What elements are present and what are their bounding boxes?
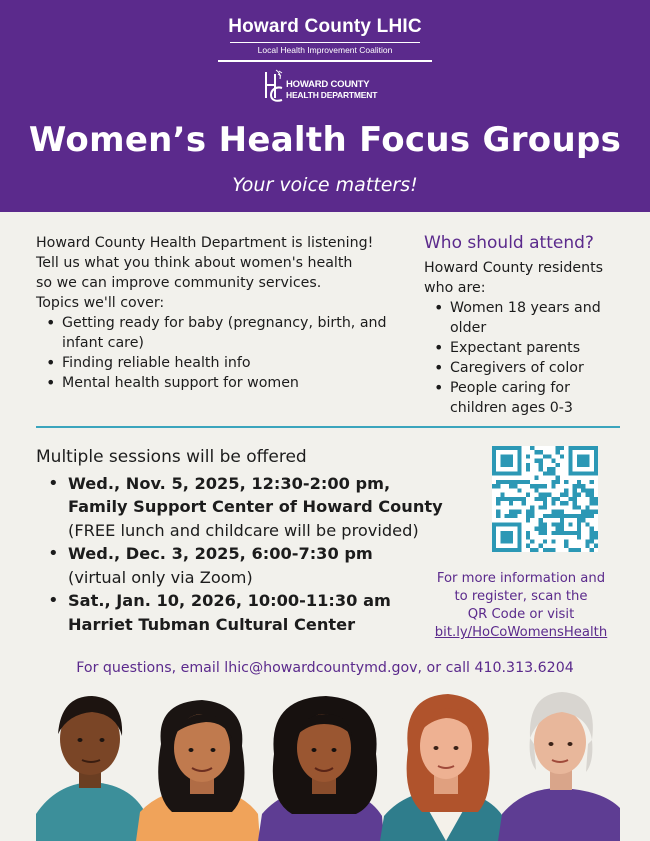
woman-illustration [136, 700, 260, 841]
more-info-line: QR Code or visit [467, 607, 575, 622]
who-lead: Howard County residents who are: [424, 260, 604, 296]
intro-section [36, 233, 416, 393]
more-info [420, 570, 622, 642]
dept-name-line2: HEALTH DEPARTMENT [286, 90, 378, 100]
section-divider [36, 426, 620, 428]
more-info-line: to register, scan the [454, 589, 588, 604]
page-title: Women’s Health Focus Groups [28, 120, 622, 160]
sessions-list [36, 472, 486, 637]
intro-line: so we can improve community services. [36, 275, 322, 291]
org-title: Howard County LHIC [228, 16, 422, 37]
list-item: • Mental health support for women [36, 373, 416, 393]
list-item: • Getting ready for baby (pregnancy, birth, and infant care) [36, 313, 416, 353]
sessions-intro: Multiple sessions will be offered [36, 447, 307, 467]
session-item [36, 589, 486, 636]
session-date: • Wed., Dec. 3, 2025, 6:00-7:30 pm [68, 544, 373, 563]
woman-illustration [498, 692, 620, 841]
session-item [36, 472, 486, 543]
registration-link[interactable]: bit.ly/HoCoWomensHealth [434, 625, 608, 640]
woman-illustration [380, 694, 506, 841]
session-note: (virtual only via Zoom) [68, 567, 253, 587]
intro-line: Howard County Health Department is listening! [36, 235, 374, 251]
session-note: (FREE lunch and childcare will be provided) [68, 520, 419, 540]
women-group-illustration [36, 684, 620, 841]
list-item: • Expectant parents [424, 338, 624, 358]
list-item: • Women 18 years and older [424, 298, 624, 338]
session-date: • Sat., Jan. 10, 2026, 10:00-11:30 am [68, 591, 391, 610]
dept-name-line1: HOWARD COUNTY [286, 79, 370, 90]
sessions-section [36, 446, 486, 636]
health-department-logo [262, 68, 392, 108]
list-item: • Finding reliable health info [36, 353, 416, 373]
contact-line: For questions, email lhic@howardcountymd.gov, or call 410.313.6204 [76, 660, 574, 676]
woman-illustration [36, 696, 151, 841]
who-should-attend [424, 232, 624, 418]
attendee-list [424, 298, 624, 418]
list-item: • Caregivers of color [424, 358, 624, 378]
org-subtitle: Local Health Improvement Coalition [257, 45, 393, 55]
list-item: • People caring for children ages 0-3 [424, 378, 624, 418]
topics-heading: Topics we'll cover: [36, 295, 165, 311]
more-info-line: For more information and [436, 571, 606, 586]
hc-monogram-icon [262, 68, 284, 104]
woman-illustration [258, 696, 384, 841]
qr-code[interactable] [492, 446, 598, 552]
session-location: Family Support Center of Howard County [68, 497, 443, 516]
org-divider [218, 60, 432, 62]
session-location: Harriet Tubman Cultural Center [68, 614, 356, 634]
topics-list [36, 313, 416, 393]
header-banner [0, 0, 650, 212]
org-title-rule [230, 42, 420, 43]
intro-line: Tell us what you think about women's health [36, 255, 353, 271]
session-date: • Wed., Nov. 5, 2025, 12:30-2:00 pm, [68, 473, 391, 493]
session-item [36, 542, 486, 589]
tagline: Your voice matters! [232, 174, 418, 196]
who-heading: Who should attend? [424, 233, 594, 253]
